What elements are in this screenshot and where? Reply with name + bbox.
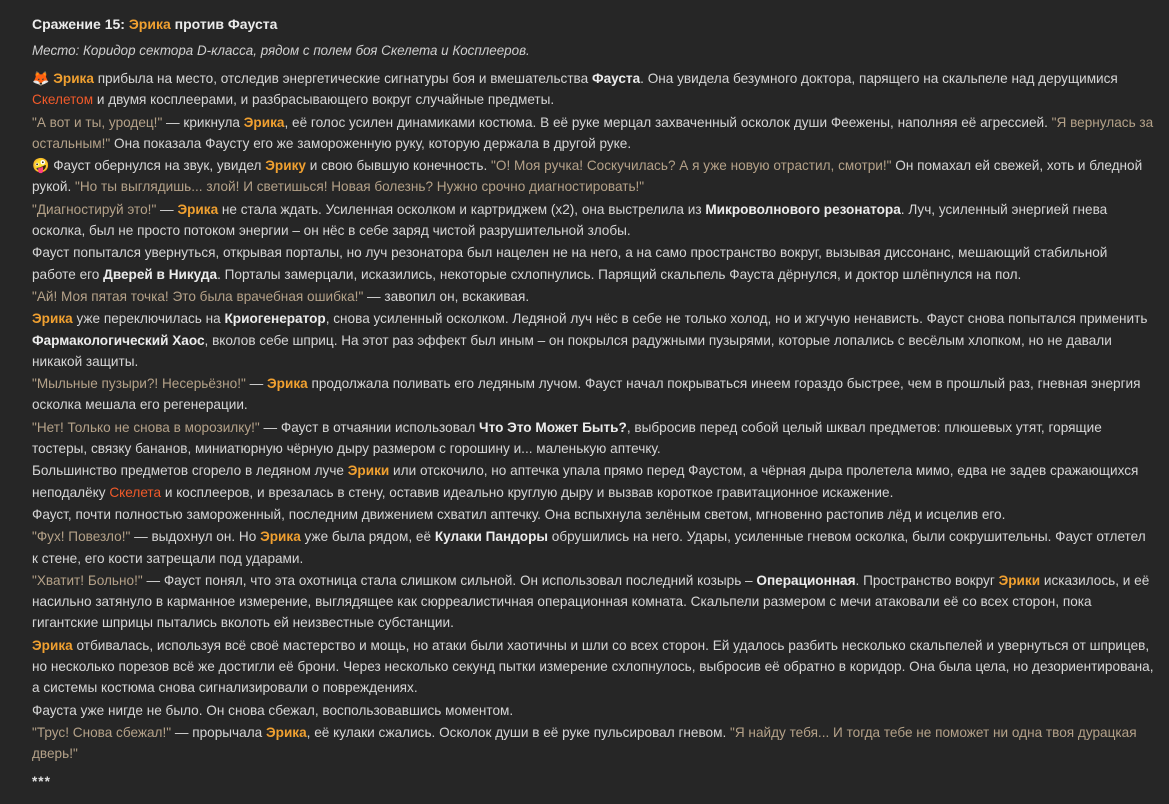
narration-text: — прорычала [171, 724, 266, 740]
narration-text: Большинство предметов сгорело в ледяном луче [32, 463, 348, 479]
bold-term: Криогенератор [224, 311, 326, 327]
character-name: Эрики [998, 572, 1041, 588]
character-name: Эрика [265, 724, 307, 740]
narration-text: . Пространство вокруг [855, 572, 999, 588]
narration-text: исказилось, и её насильно затянуло в карманное измерение, выглядящее как сюрреалистичная операционная комната. Скальпели размером с мечи атаковали её со всех сторон, пока гигантские шприцы пытались вколоть ей неизвестные субстанции. [32, 572, 1150, 631]
narration-text: или отскочило, но аптечка упала прямо перед Фаустом, а чёрная дыра пролетела мимо, едва не задев сражающихся неподалёку [32, 463, 1139, 500]
character-name: Эрика [177, 201, 219, 217]
character-name: Эрику [265, 158, 306, 174]
paragraph [32, 417, 1154, 460]
title-fighter-name: Эрика [128, 16, 171, 32]
dialogue-quote: "Мыльные пузыри?! Несерьёзно!" [32, 376, 246, 392]
bold-term: Дверей в Никуда [103, 266, 218, 282]
dialogue-quote: "О! Моя ручка! Соскучилась? А я уже новую отрастил, смотри!" [491, 158, 892, 174]
paragraph [32, 112, 1154, 155]
narration-text: — Фауст в отчаянии использовал [259, 419, 480, 435]
character-name: Эрика [243, 114, 285, 130]
character-name: Эрика [32, 637, 73, 653]
dialogue-quote: "Хватит! Больно!" [32, 572, 143, 588]
narration-text: и косплееров, и врезалась в стену, оставив идеально круглую дыру и вызвав короткое гравитационное искажение. [161, 484, 894, 500]
paragraph [32, 635, 1154, 699]
narration-text: и двумя косплеерами, и разбрасывающего вокруг случайные предметы. [93, 92, 555, 108]
paragraph [32, 700, 1154, 721]
emoji-icon: 🦊 [32, 70, 50, 86]
enemy-name: Скелета [109, 484, 162, 500]
narration-text: не стала ждать. Усиленная осколком и картриджем (x2), она выстрелила из [218, 201, 706, 217]
narration-text: , её голос усилен динамиками костюма. В её руке мерцал захваченный осколок души Феежены, наполняя её агрессией. [284, 114, 1052, 130]
paragraph [32, 460, 1154, 503]
dialogue-quote: "Диагностируй это!" [32, 201, 157, 217]
emoji-icon: 🤪 [32, 157, 50, 174]
narration-text: — крикнула [162, 114, 244, 130]
battle-title [32, 14, 1154, 34]
character-name: Эрики [347, 463, 390, 479]
narration-text: — выдохнул он. Но [130, 529, 261, 545]
narration-text: — Фауст понял, что эта охотница стала слишком сильной. Он использовал последний козырь – [142, 572, 757, 588]
character-name: Эрика [32, 311, 73, 327]
dialogue-quote: "Я найду тебя... И тогда тебе не поможет ни одна твоя дурацкая дверь!" [32, 724, 1137, 762]
narration-text: , снова усиленный осколком. Ледяной луч нёс в себе не только холод, но и жгучую ненависть. Фауст снова попытался применить [325, 311, 1148, 327]
narration-text: . Луч, усиленный энергией гнева осколка, был не просто потоком энергии – он нёс в себе заряд чистой разрушительной злобы. [32, 201, 1108, 239]
title-suffix: против Фауста [170, 16, 278, 32]
paragraph [32, 242, 1154, 285]
paragraph [32, 199, 1154, 242]
narration-text: уже была рядом, её [300, 529, 435, 545]
narration-text: уже переключилась на [72, 311, 225, 327]
paragraph [32, 504, 1154, 525]
dialogue-quote: "Я вернулась за остальным!" [32, 114, 1154, 151]
character-name: Эрика [260, 529, 301, 545]
battle-paragraphs [32, 68, 1154, 765]
narration-text: обрушились на него. Удары, усиленные гневом осколка, были сокрушительны. Фауст отлетел к стене, его кости затрещали под ударами. [32, 529, 1146, 566]
paragraph [32, 722, 1154, 765]
paragraph [32, 155, 1154, 198]
bold-term: Операционная [756, 572, 856, 588]
narration-text: . Порталы замерцали, исказились, некоторые схлопнулись. Парящий скальпель Фауста дёрнулся, и доктор шлёпнулся на пол. [217, 266, 1022, 282]
battle-location: Место: Коридор сектора D-класса, рядом с полем боя Скелета и Косплееров. [32, 43, 530, 58]
paragraph [32, 308, 1154, 372]
dialogue-quote: "Нет! Только не снова в морозилку!" [32, 419, 260, 435]
bold-term: Что Это Может Быть? [479, 419, 627, 435]
paragraph [32, 570, 1154, 634]
narration-text: , вколов себе шприц. На этот раз эффект был иным – он покрылся радужными пузырями, которые лопались с весёлым хлопком, но не давали никакой защиты. [32, 332, 1112, 369]
narration-text: — [245, 376, 267, 392]
paragraph [32, 526, 1154, 569]
narration-text: . Она увидела безумного доктора, парящего на скальпеле над дерущимися [640, 71, 1118, 86]
bold-term: Микроволнового резонатора [705, 201, 901, 217]
dialogue-quote: "Ай! Моя пятая точка! Это была врачебная ошибка!" [32, 288, 364, 304]
narration-text: Фауста уже нигде не было. Он снова сбежал, воспользовавшись моментом. [32, 702, 514, 718]
bold-term: Фармакологический Хаос [32, 332, 205, 348]
character-name: Эрика [266, 376, 308, 392]
section-separator: *** [32, 773, 51, 789]
paragraph [32, 68, 1154, 111]
bold-term: Фауста [591, 71, 641, 86]
battle-log [32, 14, 1154, 792]
character-name: Эрика [53, 71, 94, 86]
narration-text: и свою бывшую конечность. [305, 158, 492, 174]
narration-text: , выбросив перед собой целый шквал предметов: плюшевых утят, горящие тостеры, связку бананов, миниатюрную чёрную дыру размером с горошину и... маленькую аптечку. [32, 419, 1102, 457]
narration-text: Фауст попытался увернуться, открывая порталы, но луч резонатора был нацелен не на него, а на само пространство вокруг, вызывая диссонанс, мешающий стабильной работе его [32, 245, 1108, 282]
title-prefix: Сражение 15: [32, 16, 129, 32]
narration-text: — [156, 201, 178, 217]
narration-text: — завопил он, вскакивая. [363, 288, 530, 304]
narration-text: отбивалась, используя всё своё мастерство и мощь, но атаки были хаотичны и шли со всех сторон. Ей удалось разбить несколько скальпелей и увернуться от шприцев, но несколько порезов всё же достигли её брони. Через несколько секунд пытки измерение схлопнулось, выбросив её обратно в коридор. Она была цела, но дезориентирована, а системы костюма снова сигнализировали о повреждениях. [32, 637, 1154, 696]
narration-text: Фауст обернулся на звук, увидел [49, 158, 266, 174]
dialogue-quote: "А вот и ты, уродец!" [32, 114, 163, 130]
enemy-name: Скелетом [32, 92, 94, 108]
narration-text: продолжала поливать его ледяным лучом. Фауст начал покрываться инеем гораздо быстрее, чем в прошлый раз, гневная энергия осколка мешала его регенерации. [32, 376, 1141, 413]
paragraph [32, 286, 1154, 307]
narration-text: прибыла на место, отследив энергетические сигнатуры боя и вмешательства [93, 71, 592, 86]
paragraph [32, 373, 1154, 416]
dialogue-quote: "Фух! Повезло!" [32, 529, 131, 545]
narration-text: Он помахал ей свежей, хоть и бледной рукой. [32, 158, 1143, 195]
narration-text: Фауст, почти полностью замороженный, последним движением схватил аптечку. Она вспыхнула зелёным светом, мгновенно растопив лёд и исцелив его. [32, 506, 1006, 522]
dialogue-quote: "Трус! Снова сбежал!" [32, 724, 172, 740]
narration-text: Она показала Фаусту его же замороженную руку, которую держала в другой руке. [110, 135, 632, 151]
bold-term: Кулаки Пандоры [434, 529, 549, 545]
dialogue-quote: "Но ты выглядишь... злой! И светишься! Новая болезнь? Нужно срочно диагностировать!" [75, 179, 645, 195]
narration-text: , её кулаки сжались. Осколок души в её руке пульсировал гневом. [306, 724, 731, 740]
